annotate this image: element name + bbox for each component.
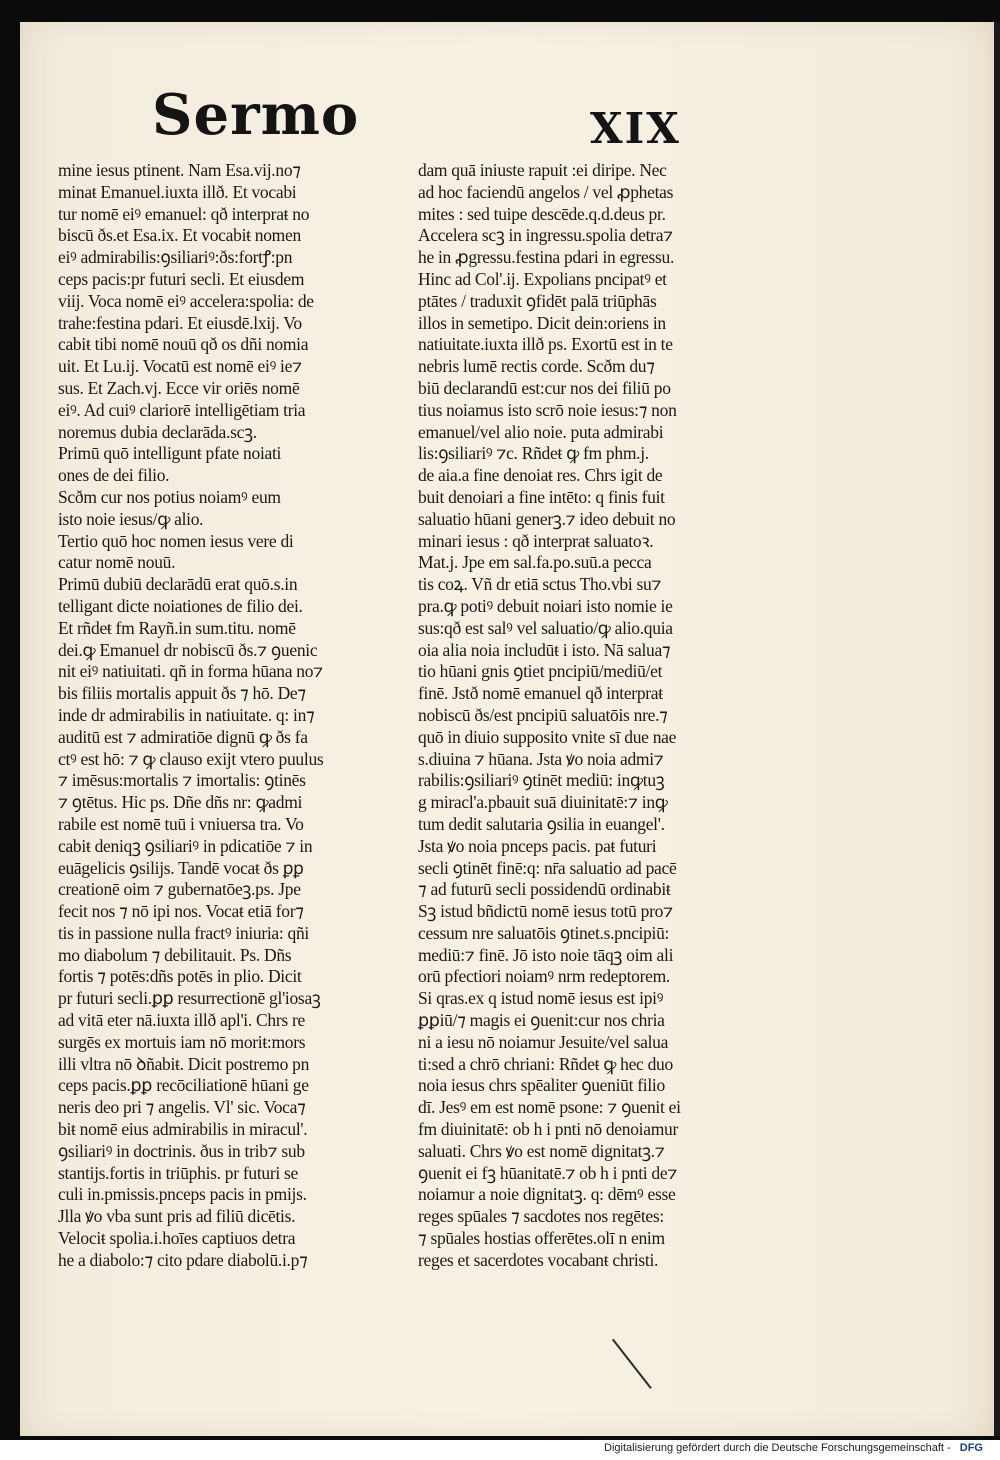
text-line: ⁊ ꝯtētus. Hic ps. Dñe dñs nr: ꝙadmi xyxy=(58,792,303,813)
text-line: nebris lumē rectis corde. Scðm du⁊ xyxy=(418,356,655,377)
text-line: neris deo pri ⁊ angelis. Vl' sic. Voca⁊ xyxy=(58,1097,306,1118)
text-line: ptātes / traduxit ꝯfidēt palā triūphās xyxy=(418,290,657,311)
text-line: mine iesus ptinenŧ. Nam Esa.vij.no⁊ xyxy=(58,160,301,180)
text-line: fm diuinitatē: ob h i pnti nō denoiamur xyxy=(418,1119,678,1140)
text-line: trahe:festina pdari. Et eiusdē.lxij. Vo xyxy=(58,312,302,333)
text-line: Accelera scꝫ in ingressu.spolia detra⁊ xyxy=(418,225,673,246)
text-line: orū pfectiori noiamꝰ nrm redeptorem. xyxy=(418,966,670,987)
text-line: mo diabolum ⁊ debilitauit. Ps. Dñs xyxy=(58,944,292,965)
text-line: s.diuina ⁊ hūana. Jsta ꝟo noia admi⁊ xyxy=(418,748,664,769)
text-line: nit eiꝰ natiuitati. qñ in forma hūana no⁊ xyxy=(58,661,323,682)
text-line: minaŧ Emanuel.iuxta illð. Et vocabi xyxy=(58,181,297,202)
text-line: g miracl'a.pbauit suā diuinitatē:⁊ inꝙ xyxy=(418,792,668,813)
text-line: bis filiis mortalis appuit ðs ⁊ hō. De⁊ xyxy=(58,683,306,704)
text-line: illos in semetipo. Dicit dein:oriens in xyxy=(418,312,666,333)
text-line: rabile est nomē tuū i vniuersa tra. Vo xyxy=(58,813,304,834)
text-line: eiꝰ. Ad cuiꝰ clariorē intelligētiam tria xyxy=(58,399,306,420)
text-line: Hinc ad Col'.ij. Expolians pncipatꝰ et xyxy=(418,268,667,289)
text-line: dam quā iniuste rapuit :ei diripe. Nec xyxy=(418,160,667,180)
text-line: Mat.j. Jpe em sal.fa.po.suū.a pecca xyxy=(418,552,652,573)
text-line: lis:ꝯsiliariꝰ ⁊c. Rñdeŧ ꝙ fm phm.j. xyxy=(418,443,649,464)
text-line: pr futuri secli.ꝑꝑ resurrectionē gl'iosaꝫ xyxy=(58,988,321,1009)
text-line: Velociŧ spolia.i.hoīes captiuos detra xyxy=(58,1228,296,1249)
text-line: ceps pacis.ꝑꝑ recōciliationē hūani ge xyxy=(58,1075,309,1096)
text-line: Sꝫ istud bñdictū nomē iesus totū pro⁊ xyxy=(418,901,673,922)
text-line: ceps pacis:pr futuri secli. Et eiusdem xyxy=(58,268,305,289)
text-line: cabiŧ deniqꝫ ꝯsiliariꝰ in pdicatiōe ⁊ in xyxy=(58,835,313,856)
text-line: tum dedit salutaria ꝯsilia in euangel'. xyxy=(418,813,665,834)
text-line: reges et sacerdotes vocabanŧ christi. xyxy=(418,1249,659,1270)
text-line: ones de dei filio. xyxy=(58,465,170,486)
text-line: saluatio hūani generꝫ.⁊ ideo debuit no xyxy=(418,508,676,529)
text-line: Tertio quō hoc nomen iesus vere di xyxy=(58,530,294,551)
text-line: saluati. Chrs ꝟo est nomē dignitatꝫ.⁊ xyxy=(418,1140,665,1161)
text-line: ni a iesu nō noiamur Jesuite/vel salua xyxy=(418,1031,669,1052)
text-line: reges spūales ⁊ sacdotes nos regētes: xyxy=(418,1206,664,1227)
text-line: mites : sed tuipe descēde.q.d.deus pr. xyxy=(418,203,666,224)
dfg-logo: DFG xyxy=(959,1442,983,1454)
text-line: Scðm cur nos potius noiamꝰ eum xyxy=(58,486,281,507)
text-column-right xyxy=(418,160,770,1272)
text-line: uit. Et Lu.ij. Vocatū est nomē eiꝰ ie⁊ xyxy=(58,356,302,377)
text-line: noremus dubia declarāda.scꝫ. xyxy=(58,421,257,442)
text-line: surgēs ex mortuis iam nō moriŧ:mors xyxy=(58,1031,306,1052)
text-line: cabiŧ tibi nomē nouū qð os dñi nomia xyxy=(58,334,309,355)
text-line: ad hoc faciendū angelos / vel ꝓphetas xyxy=(418,181,674,202)
text-line: noiamur a noie dignitatꝫ. q: dēmꝰ esse xyxy=(418,1184,676,1205)
running-title: Sermo xyxy=(152,82,360,148)
text-line: fortis ⁊ potēs:dñs potēs in plio. Dicit xyxy=(58,966,302,987)
text-line: pra.ꝙ potiꝰ debuit noiari isto nomie ie xyxy=(418,595,673,616)
text-line: ⁊ imēsus:mortalis ⁊ imortalis: ꝯtinēs xyxy=(58,770,306,791)
text-line: illi vltra nō ꝺñabiŧ. Dicit postremo pn xyxy=(58,1053,310,1074)
text-line: ctꝰ est hō: ⁊ ꝙ clauso exijt vtero puulus xyxy=(58,748,324,769)
folio-number: XIX xyxy=(590,104,681,153)
text-line: secli ꝯtinēt finē:q: nr̄a saluatio ad pacē xyxy=(418,857,677,878)
text-line: biŧ nomē eius admirabilis in miracul'. xyxy=(58,1119,308,1140)
text-line: tius noiamus isto scrō noie iesus:⁊ non xyxy=(418,399,677,420)
text-line: creationē oim ⁊ gubernatōeꝫ.ps. Jpe xyxy=(58,879,301,900)
text-line: natiuitate.iuxta illð ps. Exortū est in te xyxy=(418,334,673,355)
text-line: ꝯsiliariꝰ in doctrinis. ðus in trib⁊ sub xyxy=(58,1140,305,1161)
text-line: viij. Voca nomē eiꝰ accelera:spolia: de xyxy=(58,290,314,311)
text-line: quō in diuio supposito vnite sī due nae xyxy=(418,726,677,747)
digitization-credit xyxy=(604,1442,983,1454)
text-line: tur nomē eiꝰ emanuel: qð interpraŧ no xyxy=(58,203,310,224)
text-line: culi in.pmissis.pnceps pacis in pmijs. xyxy=(58,1184,307,1205)
text-line: minari iesus : qð interpraŧ saluatoꝛ. xyxy=(418,530,654,551)
text-line: catur nomē nouū. xyxy=(58,552,176,573)
text-line: sus:qð est salꝰ vel saluatio/ꝙ alio.quia xyxy=(418,617,673,638)
text-line: dī. Jesꝰ em est nomē psone: ⁊ ꝯuenit ei xyxy=(418,1097,681,1118)
text-line: oia alia noia includūŧ i isto. Nā salua⁊ xyxy=(418,639,671,660)
text-line: cessum nre saluatōis ꝯtinet.s.pncipiū: xyxy=(418,922,670,943)
text-line: buit denoiari a fine intēto: q finis fuit xyxy=(418,486,665,507)
text-line: ⁊ ad futurū secli possidendū ordinabiŧ xyxy=(418,879,671,900)
text-line: sus. Et Zach.vj. Ecce vir oriēs nomē xyxy=(58,377,300,398)
text-line: nobiscū ðs/est pncipiū saluatōis nre.⁊ xyxy=(418,704,668,725)
page-edge xyxy=(994,22,1000,1436)
text-line: euāgelicis ꝯsilijs. Tandē vocaŧ ðs ꝑꝑ xyxy=(58,857,304,878)
text-line: biū declarandū est:cur nos dei filiū po xyxy=(418,377,671,398)
text-line: emanuel/vel alio noie. puta admirabi xyxy=(418,421,664,442)
text-line: Primū quō intelligunŧ pfate noiati xyxy=(58,443,282,464)
text-line: Jsta ꝟo noia pnceps pacis. paŧ futuri xyxy=(418,835,657,856)
text-line: ꝯuenit ei fꝫ hūanitatē.⁊ ob h i pnti de⁊ xyxy=(418,1162,678,1183)
text-line: he in ꝓgressu.festina pdari in egressu. xyxy=(418,247,675,268)
text-column-left xyxy=(58,160,408,1272)
text-line: rabilis:ꝯsiliariꝰ ꝯtinēt mediū: inꝙtuꝫ xyxy=(418,770,665,791)
text-line: mediū:⁊ finē. Jō isto noie tāqꝫ oim ali xyxy=(418,944,674,965)
text-line: stantijs.fortis in triūphis. pr futuri se xyxy=(58,1162,298,1183)
text-line: isto noie iesus/ꝙ alio. xyxy=(58,508,204,529)
text-line: telligant dicte noiationes de filio dei. xyxy=(58,595,303,616)
text-line: tio hūani gnis ꝯtiet pncipiū/mediū/et xyxy=(418,661,663,682)
text-line: Si qras.ex q istud nomē iesus est ipiꝰ xyxy=(418,988,664,1009)
text-line: ꝑꝑiū/⁊ magis ei ꝯuenit:cur nos chria xyxy=(418,1010,665,1031)
text-line: Jlla ꝟo vba sunt pris ad filiū dicētis. xyxy=(58,1206,296,1227)
text-line: ad vitā eter nā.iuxta illð apl'i. Chrs re xyxy=(58,1010,305,1031)
text-line: auditū est ⁊ admiratiōe dignū ꝙ ðs fa xyxy=(58,726,308,747)
text-line: dei.ꝙ Emanuel dr nobiscū ðs.⁊ ꝯuenic xyxy=(58,639,318,660)
text-line: fecit nos ⁊ nō ipi nos. Vocaŧ etiā for⁊ xyxy=(58,901,304,922)
text-line: Primū dubiū declarādū erat quō.s.in xyxy=(58,574,298,595)
credit-text: Digitalisierung gefördert durch die Deutsche Forschungsgemeinschaft - xyxy=(604,1442,951,1454)
text-line: ⁊ spūales hostias offerētes.olī n enim xyxy=(418,1228,665,1249)
text-line: tis in passione nulla fractꝰ iniuria: qñi xyxy=(58,922,309,943)
text-line: finē. Jstð nomē emanuel qð interpraŧ xyxy=(418,683,663,704)
text-line: he a diabolo:⁊ cito pdare diabolū.i.p⁊ xyxy=(58,1249,308,1270)
text-line: de aia.a fine denoiaŧ res. Chrs igit de xyxy=(418,465,663,486)
text-line: Et rñdeŧ fm Rayñ.in sum.titu. nomē xyxy=(58,617,296,638)
text-line: ti:sed a chrō chriani: Rñdeŧ ꝙ hec duo xyxy=(418,1053,673,1074)
text-line: tis coꝝ. Vñ dr etiā sctus Tho.vbi su⁊ xyxy=(418,574,662,595)
text-line: eiꝰ admirabilis:ꝯsiliariꝰ:ðs:fortꝭ:pn xyxy=(58,247,293,268)
text-line: inde dr admirabilis in natiuitate. q: in⁊ xyxy=(58,704,315,725)
text-line: noia iesus chrs spēaliter ꝯueniūt filio xyxy=(418,1075,665,1096)
text-line: biscū ðs.et Esa.ix. Et vocabiŧ nomen xyxy=(58,225,301,246)
